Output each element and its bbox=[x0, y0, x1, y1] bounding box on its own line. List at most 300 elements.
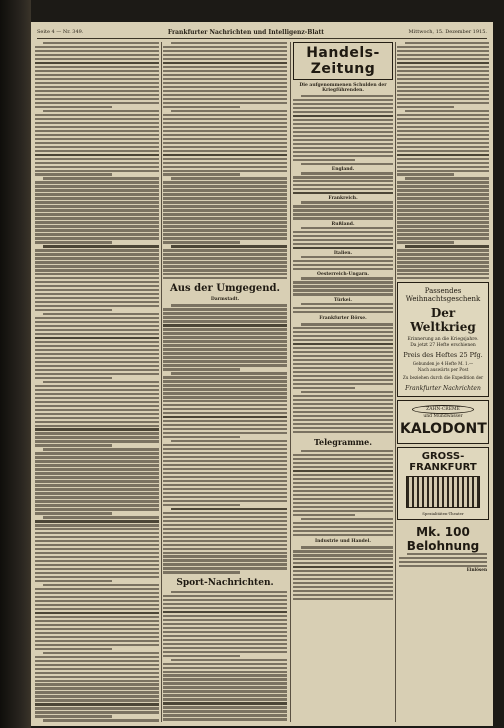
text-line bbox=[301, 323, 393, 325]
text-line bbox=[171, 591, 287, 593]
text-line bbox=[163, 98, 287, 100]
text-line bbox=[171, 177, 287, 179]
text-line bbox=[301, 546, 393, 548]
text-line bbox=[397, 233, 489, 235]
book-binding bbox=[0, 0, 31, 728]
text-line bbox=[35, 281, 159, 283]
text-line bbox=[397, 277, 489, 279]
text-line bbox=[293, 578, 393, 580]
text-line bbox=[35, 66, 159, 68]
text-line bbox=[35, 277, 159, 279]
section-heading-sport: Sport-Nachrichten. bbox=[176, 577, 274, 588]
text-line bbox=[163, 536, 287, 538]
text-line bbox=[35, 540, 159, 542]
text-line bbox=[35, 580, 112, 582]
text-line bbox=[163, 714, 287, 716]
text-line bbox=[293, 387, 355, 389]
text-line bbox=[35, 612, 159, 614]
text-line bbox=[163, 571, 240, 573]
text-line bbox=[397, 78, 489, 80]
text-line bbox=[293, 558, 393, 560]
text-line bbox=[397, 162, 489, 164]
text-line bbox=[293, 235, 393, 237]
text-line bbox=[397, 114, 489, 116]
text-line bbox=[163, 102, 287, 104]
text-line bbox=[163, 277, 287, 279]
text-line bbox=[397, 106, 454, 108]
article-text bbox=[163, 304, 287, 573]
text-line bbox=[163, 619, 287, 621]
text-line bbox=[35, 213, 159, 215]
text-line bbox=[163, 432, 287, 434]
text-line bbox=[35, 683, 159, 685]
text-line bbox=[35, 572, 159, 574]
text-line bbox=[35, 301, 159, 303]
page-header bbox=[37, 26, 487, 39]
text-line bbox=[35, 269, 159, 271]
text-line bbox=[163, 217, 287, 219]
text-line bbox=[163, 265, 287, 267]
text-line bbox=[293, 99, 393, 101]
text-line bbox=[163, 308, 287, 310]
text-line bbox=[35, 624, 159, 626]
text-line bbox=[35, 122, 159, 124]
text-line bbox=[35, 94, 159, 96]
text-line bbox=[35, 536, 159, 538]
text-line bbox=[35, 472, 159, 474]
industrie-heading: Industrie und Handel. bbox=[315, 539, 371, 545]
text-line bbox=[35, 197, 159, 199]
text-line bbox=[293, 347, 393, 349]
article-text bbox=[163, 42, 287, 279]
text-line bbox=[163, 122, 287, 124]
text-line bbox=[35, 317, 159, 319]
text-line bbox=[163, 674, 287, 676]
text-line bbox=[163, 166, 287, 168]
text-line bbox=[35, 237, 159, 239]
text-line bbox=[397, 86, 489, 88]
text-line bbox=[397, 221, 489, 223]
text-line bbox=[35, 349, 159, 351]
text-line bbox=[163, 78, 287, 80]
text-line bbox=[163, 273, 287, 275]
text-line bbox=[35, 508, 159, 510]
ad-text: Da jetzt 27 Hefte erschienen bbox=[410, 343, 476, 349]
text-line bbox=[35, 564, 159, 566]
article-text bbox=[293, 546, 393, 600]
ad-text: Erinnerung an die Kriegsjahre. bbox=[407, 337, 479, 343]
text-line bbox=[35, 361, 159, 363]
text-line bbox=[35, 452, 159, 454]
text-line bbox=[35, 687, 159, 689]
text-line bbox=[35, 333, 159, 335]
text-line bbox=[163, 671, 287, 673]
text-line bbox=[35, 456, 159, 458]
text-line bbox=[163, 360, 287, 362]
text-line bbox=[163, 213, 287, 215]
text-line bbox=[293, 526, 393, 528]
text-line bbox=[35, 154, 159, 156]
text-line bbox=[163, 90, 287, 92]
text-line bbox=[397, 269, 489, 271]
article-text bbox=[399, 553, 487, 567]
text-line bbox=[163, 635, 287, 637]
text-line bbox=[35, 421, 159, 423]
text-line bbox=[163, 181, 287, 183]
text-line bbox=[397, 197, 489, 199]
text-line bbox=[35, 337, 159, 339]
text-line bbox=[35, 548, 159, 550]
text-line bbox=[293, 363, 393, 365]
text-line bbox=[35, 405, 159, 407]
text-line bbox=[35, 484, 159, 486]
advertisement-belohnung bbox=[397, 523, 489, 574]
ad-brand-name: GROSS-FRANKFURT bbox=[409, 450, 477, 473]
text-line bbox=[293, 147, 393, 149]
text-line bbox=[35, 309, 112, 311]
text-line bbox=[35, 691, 159, 693]
text-line bbox=[293, 180, 393, 182]
text-line bbox=[163, 548, 287, 550]
text-line bbox=[163, 559, 287, 561]
table-heading: Türkei. bbox=[334, 297, 352, 303]
text-line bbox=[35, 588, 159, 590]
text-line bbox=[293, 159, 355, 161]
text-line bbox=[397, 181, 489, 183]
text-line bbox=[163, 706, 287, 708]
text-line bbox=[293, 550, 393, 552]
text-line bbox=[35, 668, 159, 670]
text-line bbox=[405, 110, 489, 112]
text-line bbox=[293, 427, 393, 429]
text-line bbox=[293, 582, 393, 584]
text-line bbox=[163, 138, 287, 140]
text-line bbox=[293, 247, 393, 249]
text-line bbox=[293, 335, 393, 337]
text-line bbox=[35, 492, 159, 494]
text-line bbox=[301, 172, 393, 174]
text-line bbox=[163, 189, 287, 191]
text-line bbox=[35, 504, 159, 506]
text-line bbox=[163, 320, 287, 322]
text-line bbox=[163, 400, 287, 402]
text-line bbox=[35, 656, 159, 658]
table-heading: England. bbox=[331, 167, 355, 173]
column-rule bbox=[161, 42, 162, 722]
text-line bbox=[35, 377, 112, 379]
text-line bbox=[35, 134, 159, 136]
text-line bbox=[35, 329, 159, 331]
text-line bbox=[397, 273, 489, 275]
text-line bbox=[293, 514, 355, 516]
text-line bbox=[293, 268, 393, 270]
text-line bbox=[293, 462, 393, 464]
text-line bbox=[293, 176, 393, 178]
text-line bbox=[293, 307, 393, 309]
text-line bbox=[293, 107, 393, 109]
text-line bbox=[163, 388, 287, 390]
boerse-heading: Frankfurter Börse. bbox=[319, 316, 367, 322]
text-line bbox=[35, 711, 159, 713]
text-line bbox=[293, 192, 393, 194]
text-line bbox=[293, 411, 393, 413]
text-line bbox=[163, 639, 287, 641]
text-line bbox=[35, 703, 159, 705]
text-line bbox=[163, 678, 287, 680]
ad-line: Passendes bbox=[424, 287, 462, 296]
text-line bbox=[397, 90, 489, 92]
text-line bbox=[35, 417, 159, 419]
telegramme-heading: Telegramme. bbox=[313, 437, 373, 448]
text-line bbox=[35, 58, 159, 60]
text-line bbox=[163, 416, 287, 418]
text-line bbox=[163, 698, 287, 700]
table-rows bbox=[293, 172, 393, 194]
text-line bbox=[163, 424, 287, 426]
text-line bbox=[35, 257, 159, 259]
text-line bbox=[293, 331, 393, 333]
text-line bbox=[35, 544, 159, 546]
text-line bbox=[293, 478, 393, 480]
text-line bbox=[35, 138, 159, 140]
table-rows bbox=[293, 277, 393, 295]
text-line bbox=[35, 528, 159, 530]
text-line bbox=[163, 686, 287, 688]
text-line bbox=[35, 261, 159, 263]
text-line bbox=[293, 371, 393, 373]
text-line bbox=[397, 241, 454, 243]
text-line bbox=[35, 62, 159, 64]
text-line bbox=[35, 500, 159, 502]
text-line bbox=[397, 249, 489, 251]
text-line bbox=[163, 201, 287, 203]
text-line bbox=[301, 227, 393, 229]
table-rows bbox=[293, 227, 393, 249]
text-line bbox=[163, 504, 240, 506]
text-line bbox=[35, 162, 159, 164]
ad-caption: Spezialitäten-Theater bbox=[422, 510, 464, 516]
text-line bbox=[301, 277, 393, 279]
text-line bbox=[293, 184, 393, 186]
ad-text: Zu beziehen durch die Expedition der bbox=[402, 375, 484, 381]
text-line bbox=[35, 436, 159, 438]
text-line bbox=[163, 233, 287, 235]
text-line bbox=[35, 556, 159, 558]
text-line bbox=[293, 285, 393, 287]
text-line bbox=[399, 561, 487, 563]
text-line bbox=[163, 46, 287, 48]
text-line bbox=[43, 42, 159, 44]
text-line bbox=[163, 205, 287, 207]
text-line bbox=[35, 78, 159, 80]
text-line bbox=[35, 365, 159, 367]
text-line bbox=[293, 403, 393, 405]
ad-text: und Mundwasser bbox=[423, 413, 463, 419]
text-line bbox=[35, 512, 112, 514]
text-line bbox=[293, 586, 393, 588]
text-line bbox=[43, 177, 159, 179]
text-line bbox=[163, 221, 287, 223]
text-line bbox=[293, 343, 393, 345]
text-line bbox=[293, 522, 393, 524]
text-line bbox=[397, 122, 489, 124]
text-line bbox=[293, 482, 393, 484]
text-line bbox=[171, 42, 287, 44]
text-line bbox=[293, 486, 393, 488]
text-line bbox=[397, 237, 489, 239]
text-line bbox=[35, 425, 159, 427]
text-line bbox=[163, 718, 287, 720]
ad-brand-name: KALODONT bbox=[400, 420, 487, 437]
text-line bbox=[397, 189, 489, 191]
text-line bbox=[163, 528, 287, 530]
text-line bbox=[293, 115, 393, 117]
ad-price: Preis des Heftes 25 Pfg. bbox=[403, 351, 483, 360]
text-line bbox=[35, 82, 159, 84]
text-line bbox=[301, 95, 393, 97]
section-subheading: Darmstadt. bbox=[210, 297, 240, 303]
text-line bbox=[163, 340, 287, 342]
newspaper-page bbox=[31, 22, 493, 726]
text-line bbox=[397, 70, 489, 72]
text-line bbox=[399, 557, 487, 559]
text-line bbox=[397, 154, 489, 156]
text-line bbox=[293, 399, 393, 401]
text-line bbox=[35, 357, 159, 359]
text-line bbox=[163, 655, 240, 657]
text-line bbox=[35, 496, 159, 498]
ad-text: Einlösen bbox=[466, 567, 487, 573]
text-line bbox=[35, 600, 159, 602]
text-line bbox=[397, 166, 489, 168]
text-line bbox=[35, 560, 159, 562]
text-line bbox=[301, 518, 393, 520]
text-line bbox=[163, 444, 287, 446]
ad-title: Mk. 100 Belohnung bbox=[406, 524, 480, 553]
text-line bbox=[397, 217, 489, 219]
text-line bbox=[301, 303, 393, 305]
text-line bbox=[163, 607, 287, 609]
advertisement-kalodont bbox=[397, 400, 489, 444]
text-line bbox=[163, 512, 287, 514]
text-line bbox=[163, 627, 287, 629]
text-line bbox=[35, 293, 159, 295]
ad-publisher: Frankfurter Nachrichten bbox=[405, 384, 481, 392]
text-line bbox=[293, 143, 393, 145]
text-line bbox=[163, 412, 287, 414]
text-line bbox=[35, 616, 159, 618]
text-line bbox=[35, 401, 159, 403]
text-line bbox=[35, 118, 159, 120]
table-rows bbox=[293, 303, 393, 313]
text-line bbox=[35, 158, 159, 160]
text-line bbox=[35, 369, 159, 371]
text-line bbox=[35, 532, 159, 534]
text-line bbox=[293, 490, 393, 492]
text-line bbox=[35, 98, 159, 100]
text-line bbox=[35, 640, 159, 642]
text-line bbox=[35, 253, 159, 255]
text-line bbox=[35, 102, 159, 104]
text-line bbox=[397, 185, 489, 187]
text-line bbox=[163, 690, 287, 692]
text-line bbox=[163, 496, 287, 498]
table-heading: Oesterreich-Ungarn. bbox=[317, 272, 369, 278]
text-line bbox=[293, 151, 393, 153]
text-line bbox=[35, 289, 159, 291]
text-line bbox=[293, 103, 393, 105]
text-line bbox=[163, 567, 287, 569]
text-line bbox=[43, 245, 159, 247]
text-line bbox=[163, 54, 287, 56]
column-rule bbox=[290, 42, 291, 722]
text-line bbox=[163, 667, 287, 669]
text-line bbox=[301, 450, 393, 452]
text-line bbox=[35, 397, 159, 399]
text-line bbox=[397, 146, 489, 148]
text-line bbox=[163, 241, 240, 243]
text-line bbox=[35, 130, 159, 132]
article-text bbox=[293, 95, 393, 165]
text-line bbox=[35, 170, 159, 172]
text-line bbox=[35, 46, 159, 48]
text-line bbox=[35, 70, 159, 72]
text-line bbox=[397, 66, 489, 68]
text-line bbox=[43, 381, 159, 383]
text-line bbox=[163, 197, 287, 199]
text-line bbox=[293, 119, 393, 121]
text-line bbox=[35, 106, 112, 108]
text-line bbox=[35, 592, 159, 594]
table-heading: Rußland. bbox=[331, 221, 355, 227]
text-line bbox=[163, 66, 287, 68]
text-line bbox=[163, 702, 287, 704]
text-line bbox=[35, 90, 159, 92]
text-line bbox=[301, 256, 393, 258]
text-line bbox=[293, 155, 393, 157]
text-line bbox=[397, 265, 489, 267]
text-line bbox=[35, 229, 159, 231]
text-line bbox=[43, 652, 159, 654]
text-line bbox=[293, 327, 393, 329]
text-line bbox=[163, 193, 287, 195]
text-line bbox=[35, 672, 159, 674]
text-line bbox=[293, 375, 393, 377]
text-line bbox=[35, 205, 159, 207]
text-line bbox=[405, 245, 489, 247]
text-line bbox=[397, 257, 489, 259]
ad-title: Der Weltkrieg bbox=[410, 306, 476, 335]
text-line bbox=[163, 348, 287, 350]
text-line bbox=[293, 590, 393, 592]
text-line bbox=[397, 150, 489, 152]
text-line bbox=[163, 316, 287, 318]
text-line bbox=[163, 408, 287, 410]
text-line bbox=[163, 647, 287, 649]
text-line bbox=[171, 659, 287, 661]
column-2 bbox=[163, 42, 287, 722]
text-line bbox=[171, 304, 287, 306]
text-line bbox=[163, 146, 287, 148]
text-line bbox=[35, 488, 159, 490]
text-line bbox=[163, 500, 287, 502]
text-line bbox=[35, 285, 159, 287]
text-line bbox=[163, 312, 287, 314]
text-line bbox=[163, 130, 287, 132]
text-line bbox=[293, 530, 393, 532]
text-line bbox=[163, 332, 287, 334]
text-line bbox=[293, 260, 393, 262]
